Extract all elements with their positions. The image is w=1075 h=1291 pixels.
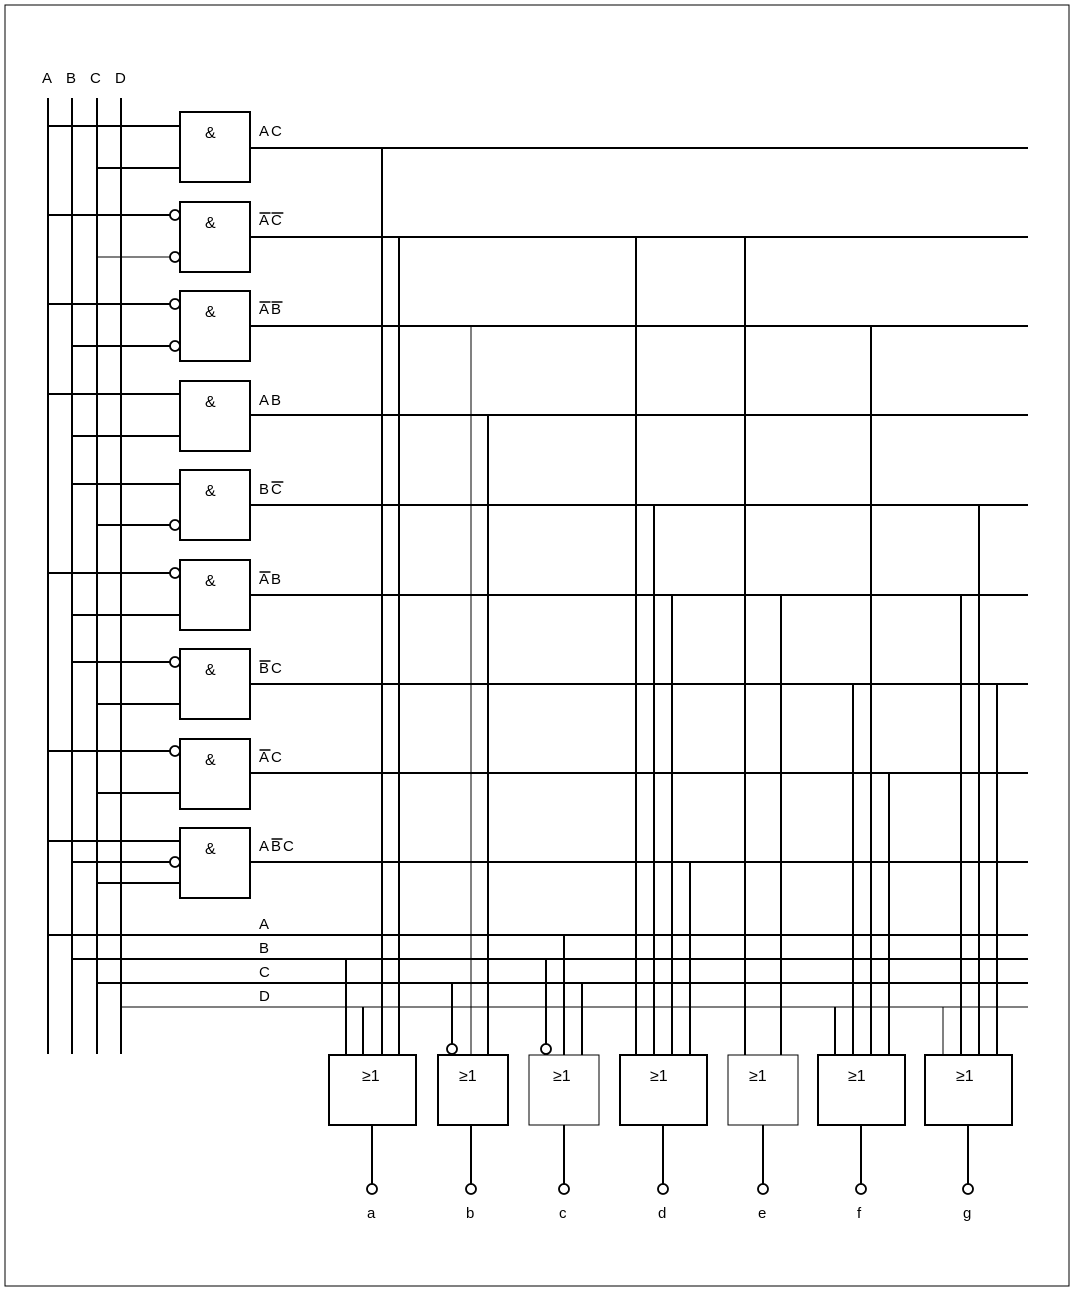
and-gate-1 (180, 112, 250, 182)
and-gate-symbol: & (205, 215, 216, 232)
term-labels (259, 123, 296, 855)
output-label-f: f (857, 1205, 862, 1222)
and-gate-4 (180, 381, 250, 451)
and-gate-symbol: & (205, 304, 216, 321)
output-terminal (856, 1184, 866, 1194)
and-gate-symbol: & (205, 752, 216, 769)
output-terminal (559, 1184, 569, 1194)
or-gate-symbol: ≥1 (459, 1068, 477, 1085)
and-gate-symbol: & (205, 573, 216, 590)
output-label-g: g (963, 1205, 972, 1222)
output-terminal (658, 1184, 668, 1194)
output-terminal (963, 1184, 973, 1194)
input-label-b: B (66, 70, 77, 87)
inversion-bubble (541, 1044, 551, 1054)
and-gate-9 (170, 828, 250, 898)
term-label-2: AC (259, 212, 284, 229)
or-gate-input-taps (346, 148, 997, 1055)
input-label-a: A (42, 70, 53, 87)
term-label-8: AC (259, 749, 284, 766)
bus-label-b: B (259, 940, 270, 957)
and-gates (170, 112, 250, 898)
and-gate-7 (170, 649, 250, 719)
and-gate-symbol: & (205, 662, 216, 679)
term-label-7: BC (259, 660, 284, 677)
input-label-d: D (115, 70, 126, 87)
term-label-9: ABC (259, 838, 296, 855)
or-gate-e (728, 1055, 798, 1125)
inversion-bubble (170, 520, 180, 530)
output-label-e: e (758, 1205, 767, 1222)
direct-input-buses (48, 916, 1028, 1007)
input-rails (48, 98, 121, 1054)
and-gate-5 (170, 470, 250, 540)
or-gate-symbol: ≥1 (362, 1068, 380, 1085)
inversion-bubble (170, 341, 180, 351)
or-gate-symbol: ≥1 (553, 1068, 571, 1085)
or-gate-c (529, 1044, 599, 1125)
output-label-b: b (466, 1205, 475, 1222)
and-gate-3 (170, 291, 250, 361)
output-label-a: a (367, 1205, 376, 1222)
product-term-rails (250, 148, 1028, 862)
term-label-1: AC (259, 123, 284, 140)
output-label-d: d (658, 1205, 667, 1222)
and-gate-2 (170, 202, 250, 272)
and-gate-symbol: & (205, 394, 216, 411)
segment-outputs (367, 1125, 973, 1222)
or-gate-symbol: ≥1 (956, 1068, 974, 1085)
input-label-c: C (90, 70, 101, 87)
and-gate-8 (170, 739, 250, 809)
or-gate-d (620, 1055, 707, 1125)
or-gate-symbol: ≥1 (848, 1068, 866, 1085)
and-gate-6 (170, 560, 250, 630)
bus-label-d: D (259, 988, 270, 1005)
term-label-3: AB (259, 301, 284, 318)
term-label-4: AB (259, 392, 284, 409)
and-gate-symbol: & (205, 841, 216, 858)
inversion-bubble (170, 746, 180, 756)
or-gate-g (925, 1055, 1012, 1125)
bus-label-a: A (259, 916, 270, 933)
or-gate-symbol: ≥1 (749, 1068, 767, 1085)
inversion-bubble (170, 857, 180, 867)
or-gates (329, 1044, 1012, 1125)
term-label-5: BC (259, 481, 284, 498)
input-labels (42, 70, 126, 87)
output-terminal (466, 1184, 476, 1194)
inversion-bubble (170, 210, 180, 220)
output-terminal (758, 1184, 768, 1194)
inversion-bubble (170, 568, 180, 578)
or-gate-symbol: ≥1 (650, 1068, 668, 1085)
or-gate-b (438, 1044, 508, 1125)
and-gate-symbol: & (205, 125, 216, 142)
and-gate-input-wires (48, 126, 180, 883)
output-label-c: c (559, 1205, 567, 1222)
inversion-bubble (447, 1044, 457, 1054)
or-gate-a (329, 1055, 416, 1125)
output-terminal (367, 1184, 377, 1194)
and-gate-symbol: & (205, 483, 216, 500)
inversion-bubble (170, 657, 180, 667)
bus-label-c: C (259, 964, 270, 981)
inversion-bubble (170, 299, 180, 309)
or-gate-f (818, 1055, 905, 1125)
term-label-6: AB (259, 571, 284, 588)
inversion-bubble (170, 252, 180, 262)
